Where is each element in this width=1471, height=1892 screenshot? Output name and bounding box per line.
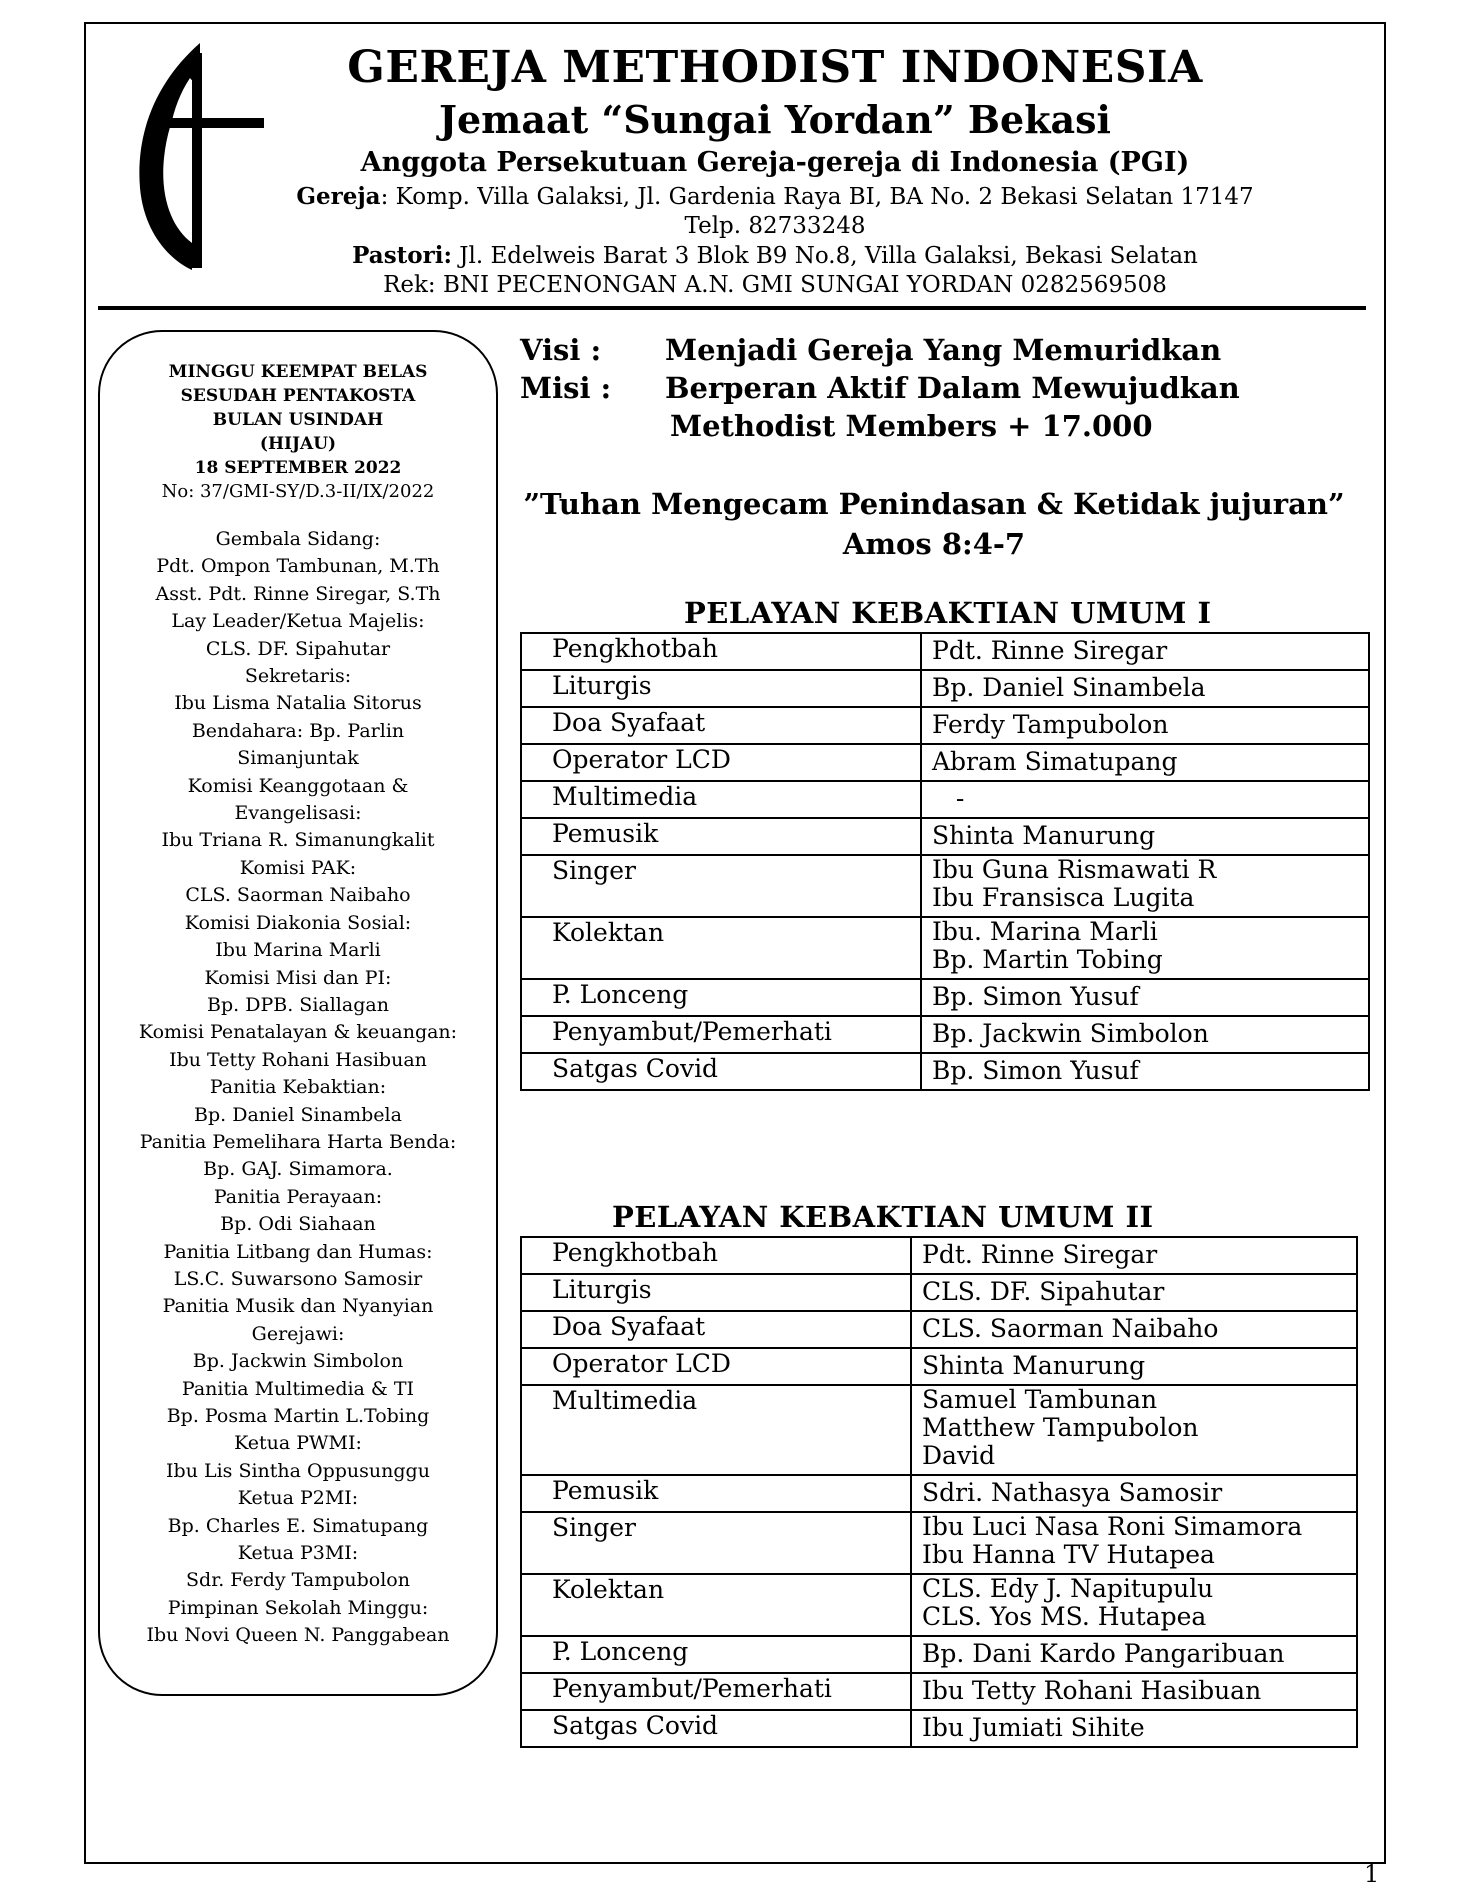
service-row [521,979,1369,1016]
mission-text-2: Methodist Members + 17.000 [670,409,1153,443]
sidebar-title-line: 18 SEPTEMBER 2022 [194,458,402,478]
assignee-name: Bp. Martin Tobing [932,945,1163,974]
service-row [521,670,1369,707]
sidebar-line: Komisi Keanggotaan & [187,774,409,797]
service-assignee [921,707,1369,744]
service-assignee [911,1636,1357,1673]
sidebar-line: Komisi Diakonia Sosial: [184,911,412,934]
sidebar-line: Evangelisasi: [234,802,362,825]
assignee-name: Bp. Simon Yusuf [932,1056,1139,1085]
bank-account: Rek: BNI PECENONGAN A.N. GMI SUNGAI YORDAN 0282569508 [383,272,1167,298]
assignee-name: Bp. Simon Yusuf [932,982,1139,1011]
sidebar-line: Ibu Triana R. Simanungkalit [161,829,435,852]
service-role: Operator LCD [521,1348,911,1385]
assignee-name: CLS. Yos MS. Hutapea [922,1602,1207,1631]
service-assignee [911,1574,1357,1636]
sidebar-line: CLS. DF. Sipahutar [205,637,391,660]
sidebar-line: Bp. GAJ. Simamora. [203,1158,393,1181]
vision-text: Menjadi Gereja Yang Memuridkan [665,333,1222,367]
service2-table [520,1236,1358,1748]
service-role: Liturgis [521,1274,911,1311]
service-role: Pemusik [521,818,921,855]
sidebar-line: Panitia Perayaan: [213,1185,383,1208]
sidebar-line: Bp. Posma Martin L.Tobing [166,1405,430,1427]
service-assignee [921,855,1369,917]
service-row [521,1673,1357,1710]
service-role: Pengkhotbah [521,633,921,670]
header-divider [98,306,1366,310]
service-role: Penyambut/Pemerhati [521,1016,921,1053]
assignee-name: CLS. DF. Sipahutar [922,1277,1165,1306]
service-role: Operator LCD [521,744,921,781]
service-assignee [921,979,1369,1016]
service-row [521,1512,1357,1574]
assignee-name: - [932,784,965,813]
service-row [521,1237,1357,1274]
vision-label: Visi : [520,333,602,367]
service-row [521,744,1369,781]
service-assignee [921,818,1369,855]
service-role: Kolektan [521,1574,911,1636]
service-role: Satgas Covid [521,1053,921,1090]
sidebar-line: Ibu Lisma Natalia Sitorus [174,692,422,715]
service-assignee [911,1710,1357,1747]
service1-table [520,632,1370,1091]
service-role: Pemusik [521,1475,911,1512]
assignee-name: Ibu Hanna TV Hutapea [922,1540,1215,1569]
service-row [521,1385,1357,1475]
mission-text: Berperan Aktif Dalam Mewujudkan [665,371,1240,405]
service-row [521,1710,1357,1747]
service-assignee [911,1348,1357,1385]
service-row [521,855,1369,917]
assignee-name: Ibu Guna Rismawati R [932,855,1217,884]
assignee-name: Bp. Daniel Sinambela [932,673,1206,702]
service-assignee [911,1311,1357,1348]
service-assignee [911,1475,1357,1512]
sidebar-line: Bp. Jackwin Simbolon [192,1350,404,1373]
theme-title: ”Tuhan Mengecam Penindasan & Ketidak jujuran” [523,487,1345,521]
sidebar-line: Ketua PWMI: [234,1432,362,1455]
service-assignee [921,744,1369,781]
service-assignee [911,1512,1357,1574]
assignee-name: Sdri. Nathasya Samosir [922,1478,1223,1507]
sidebar-line: Bp. DPB. Siallagan [207,993,389,1016]
sidebar-line: Panitia Musik dan Nyanyian [162,1295,434,1318]
assignee-name: Matthew Tampubolon [922,1413,1199,1442]
sidebar-list [100,526,496,1650]
assignee-name: Ibu. Marina Marli [932,917,1158,946]
service-row [521,707,1369,744]
service-role: Kolektan [521,917,921,979]
assignee-name: Abram Simatupang [932,747,1178,776]
sidebar-line: CLS. Saorman Naibaho [185,884,411,907]
service-role: Singer [521,855,921,917]
service-role: Multimedia [521,781,921,818]
sidebar-line: Ibu Novi Queen N. Panggabean [146,1624,450,1647]
service-role: Doa Syafaat [521,707,921,744]
sidebar-line: Bp. Odi Siahaan [220,1213,376,1236]
sidebar-line: Gembala Sidang: [215,528,381,550]
assignee-name: David [922,1441,996,1470]
service-row [521,1574,1357,1636]
service-row [521,1475,1357,1512]
assignee-name: Ibu Jumiati Sihite [922,1713,1145,1742]
service-assignee [911,1673,1357,1710]
sidebar-line: LS.C. Suwarsono Samosir [173,1267,423,1290]
church-address: Gereja: Komp. Villa Galaksi, Jl. Gardenia Raya BI, BA No. 2 Bekasi Selatan 17147 [296,183,1254,210]
sidebar-line: Lay Leader/Ketua Majelis: [171,610,425,633]
assignee-name: Pdt. Rinne Siregar [922,1240,1158,1269]
congregation-name: Jemaat “Sungai Yordan” Bekasi [439,97,1111,142]
sidebar-line: Bendahara: Bp. Parlin [191,719,405,742]
parsonage-address: Pastori: Jl. Edelweis Barat 3 Blok B9 No.8, Villa Galaksi, Bekasi Selatan [352,242,1198,269]
sidebar-line: Pimpinan Sekolah Minggu: [167,1596,429,1619]
sidebar-title-line: BULAN USINDAH [212,410,384,430]
vision-mission [520,331,1240,445]
service-row [521,1636,1357,1673]
sidebar-line: Panitia Litbang dan Humas: [163,1240,433,1263]
service-role: Multimedia [521,1385,911,1475]
sidebar-line: Ibu Lis Sintha Oppusunggu [166,1459,430,1482]
vision-row [520,331,1240,369]
scripture-reference: Amos 8:4-7 [842,527,1026,561]
assignee-name: Ibu Fransisca Lugita [932,883,1195,912]
assignee-name: Bp. Jackwin Simbolon [932,1019,1209,1048]
sidebar-title [100,360,496,480]
service-role: Singer [521,1512,911,1574]
service-assignee [921,633,1369,670]
sidebar-box [98,330,498,1696]
service-row [521,1016,1369,1053]
sidebar-line: Ketua P2MI: [237,1487,359,1510]
service-row [521,1311,1357,1348]
service-row [521,1348,1357,1385]
sidebar-line: Panitia Multimedia & TI [181,1377,415,1400]
assignee-name: Pdt. Rinne Siregar [932,636,1168,665]
assignee-name: Ferdy Tampubolon [932,710,1169,739]
service-row [521,917,1369,979]
service-assignee [911,1237,1357,1274]
sidebar-line: Sekretaris: [244,665,352,688]
mission-row [520,369,1240,407]
service-role: Penyambut/Pemerhati [521,1673,911,1710]
service-role: Pengkhotbah [521,1237,911,1274]
sidebar-line: Simanjuntak [237,747,359,770]
service-role: P. Lonceng [521,1636,911,1673]
sidebar-line: Ibu Marina Marli [215,939,381,962]
sidebar-title-line: SESUDAH PENTAKOSTA [180,386,416,406]
service-row [521,1274,1357,1311]
assignee-name: CLS. Saorman Naibaho [922,1314,1219,1343]
service-row [521,818,1369,855]
sidebar-line: Bp. Daniel Sinambela [194,1103,402,1126]
phone: Telp. 82733248 [684,213,866,239]
page-number: 1 [1364,1860,1380,1888]
sidebar-line: Sdr. Ferdy Tampubolon [186,1569,410,1592]
service-role: P. Lonceng [521,979,921,1016]
service-assignee [911,1274,1357,1311]
church-name: GEREJA METHODIST INDONESIA [347,42,1203,93]
sidebar-line: Komisi Penatalayan & keuangan: [138,1021,458,1044]
sidebar-line: Komisi PAK: [239,856,357,879]
assignee-name: Ibu Tetty Rohani Hasibuan [922,1676,1262,1705]
sidebar-line: Panitia Kebaktian: [209,1076,387,1099]
assignee-name: Shinta Manurung [922,1351,1146,1380]
service1-title: PELAYAN KEBAKTIAN UMUM I [684,596,1212,630]
sidebar-line: Panitia Pemelihara Harta Benda: [139,1130,457,1153]
sidebar-line: Asst. Pdt. Rinne Siregar, S.Th [155,582,441,605]
service-row [521,1053,1369,1090]
sidebar-title-line: (HIJAU) [259,434,337,454]
sidebar-line: Komisi Misi dan PI: [204,966,392,989]
assignee-name: Ibu Luci Nasa Roni Simamora [922,1512,1303,1541]
sermon-theme [518,484,1350,564]
service2-title: PELAYAN KEBAKTIAN UMUM II [612,1200,1154,1234]
service-row [521,633,1369,670]
service-role: Satgas Covid [521,1710,911,1747]
sidebar-line: Bp. Charles E. Simatupang [167,1514,429,1537]
service-assignee [921,917,1369,979]
service-row [521,781,1369,818]
sidebar-line: Gerejawi: [251,1322,345,1345]
service-assignee [921,1016,1369,1053]
membership-line: Anggota Persekutuan Gereja-gereja di Indonesia (PGI) [360,147,1190,178]
service-role: Liturgis [521,670,921,707]
service-assignee [921,1053,1369,1090]
assignee-name: Shinta Manurung [932,821,1156,850]
assignee-name: CLS. Edy J. Napitupulu [922,1574,1214,1603]
church-header [240,40,1310,300]
service-assignee [921,670,1369,707]
service-role: Doa Syafaat [521,1311,911,1348]
sidebar-line: Ketua P3MI: [237,1542,359,1565]
mission-label: Misi : [520,371,612,405]
bulletin-number: No: 37/GMI-SY/D.3-II/IX/2022 [161,481,435,502]
assignee-name: Bp. Dani Kardo Pangaribuan [922,1639,1285,1668]
assignee-name: Samuel Tambunan [922,1385,1158,1414]
sidebar-title-line: MINGGU KEEMPAT BELAS [168,362,428,382]
sidebar-line: Ibu Tetty Rohani Hasibuan [169,1048,427,1071]
sidebar-line: Pdt. Ompon Tambunan, M.Th [156,555,440,578]
service-assignee [921,781,1369,818]
service-assignee [911,1385,1357,1475]
